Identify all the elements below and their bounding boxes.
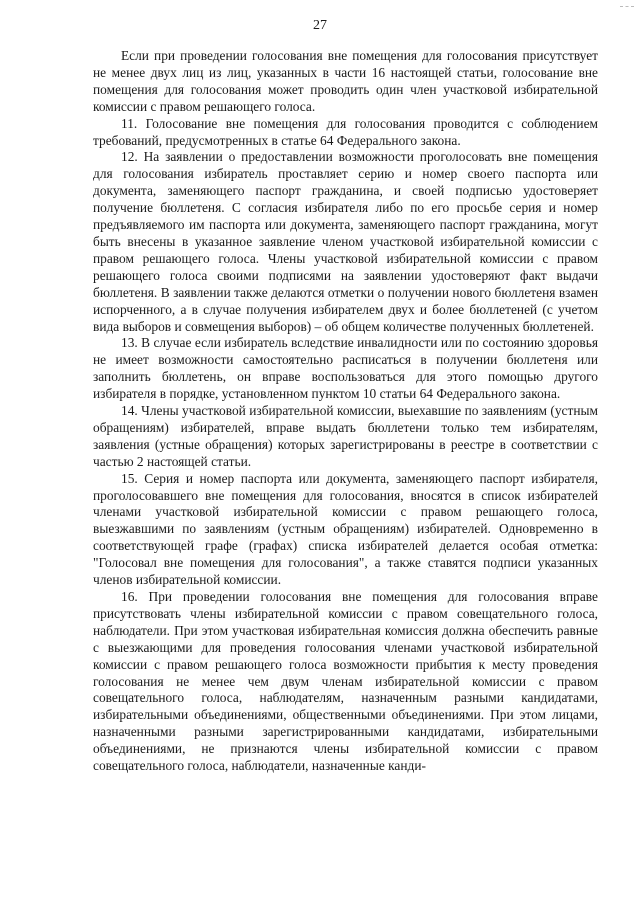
- page-number: 27: [313, 18, 327, 33]
- paragraph-13: 13. В случае если избиратель вследствие инвалидности или по состоянию здоровья не имеет возможности самостоятельно расписаться в получении бюллетеня или заполнить бюллетень, он вправе воспользоваться для этого помощью другого избирателя в порядке, установленном пунктом 10 статьи 64 Федерального закона.: [93, 335, 598, 402]
- paragraph-14: 14. Члены участковой избирательной комиссии, выехавшие по заявлениям (устным обращениям) избирателей, вправе выдать бюллетени только тем избирателям, заявления (устные обращения) которых зарегистрированы в реестре в соответствии с частью 2 настоящей статьи.: [93, 403, 598, 469]
- scan-corner-mark: [620, 0, 634, 7]
- paragraph-16: 16. При проведении голосования вне помещения для голосования вправе присутствовать члены избирательной комиссии с правом совещательного голоса, наблюдатели. При этом участковая избирательная комиссия должна обеспечить равные с выезжающими для проведения голосования членами участковой избирательной комиссии с правом решающего голоса возможности прибытия к месту проведения голосования не менее чем двум членам избирательной комиссии с правом совещательного голоса, наблюдателям, назначенным разными кандидатами, избирательными объединениями, общественными объединениями. При этом лицами, назначенными разными зарегистрированными кандидатами, избирательными объединениями, не признаются члены избирательной комиссии с правом совещательного голоса, наблюдатели, назначенные канди-: [93, 589, 598, 774]
- paragraph-continuation: Если при проведении голосования вне помещения для голосования присутствует не менее двух лиц из лиц, указанных в части 16 настоящей статьи, голосование вне помещения для голосования может проводить один член участковой избирательной комиссии с правом решающего голоса.: [93, 48, 598, 114]
- paragraph-15: 15. Серия и номер паспорта или документа, заменяющего паспорт избирателя, проголосовавшего вне помещения для голосования, вносятся в список избирателей членами участковой избирательной комиссии с правом решающего голоса, выезжавшими по заявлениям (устным обращениям) избирателей. Одновременно в соответствующей графе (графах) списка избирателей делается особая отметка: "Голосовал вне помещения для голосования", а также ставятся подписи указанных членов избирательной комиссии.: [93, 470, 598, 588]
- paragraph-11: 11. Голосование вне помещения для голосования проводится с соблюдением требований, предусмотренных в статье 64 Федерального закона.: [93, 115, 598, 148]
- paragraph-12: 12. На заявлении о предоставлении возможности проголосовать вне помещения для голосования избиратель проставляет серию и номер своего паспорта или документа, заменяющего паспорт гражданина, и своей подписью удостоверяет получение бюллетеня. С согласия избирателя либо по его просьбе серия и номер предъявляемого им паспорта или документа, заменяющего паспорт гражданина, могут быть внесены в указанное заявление членом участковой избирательной комиссии с правом решающего голоса. Члены участковой избирательной комиссии с правом решающего голоса своими подписями на заявлении удостоверяют факт выдачи бюллетеня. В заявлении также делаются отметки о получении нового бюллетеня взамен испорченного, а в случае получения избирателем двух и более бюллетеней (с учетом вида выборов и совмещения выборов) – об общем количестве полученных бюллетеней.: [93, 149, 598, 334]
- document-body: [93, 48, 598, 775]
